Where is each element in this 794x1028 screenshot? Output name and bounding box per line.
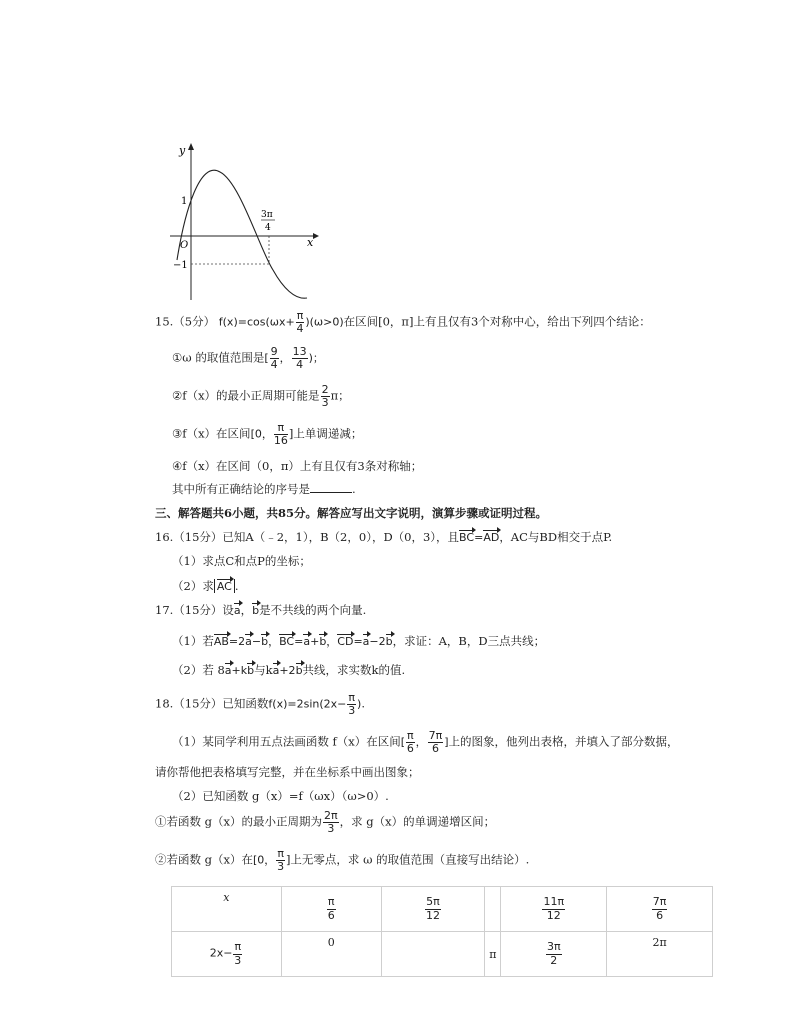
graph-neg-one-label: −1 [173, 260, 188, 271]
q18-subpart-2: ②若函数 g（x）在[0， $\frac{\pi}{3}$ ]上无零点，求 ω 的取值范围（直接写出结论）. [155, 847, 530, 874]
q18-stem: 18.（15分）已知函数f(x)=2sin(2x− $\frac{\pi}{3}$ ). [155, 691, 365, 718]
q17-stem: 17.（15分）设a，b是不共线的两个向量. [155, 603, 367, 617]
table-cell[interactable]: $\frac{5\pi}{12}$ [381, 887, 485, 932]
q18-part-1: （1）某同学利用五点法画函数 f（x）在区间[ $\frac{\pi}{6}$ ， $\frac{7\pi}{6}$ ]上的图象，他列出表格，并填入了部分数据， [172, 729, 679, 756]
cosine-graph [165, 140, 325, 302]
graph-tick-num: 3π [261, 210, 273, 220]
cosine-curve [177, 170, 307, 298]
q16-part-1: （1）求点C和点P的坐标； [172, 554, 311, 568]
table-cell-phase-head: 2x− $\frac{\pi}{3}$ [172, 932, 282, 977]
graph-origin-label: O [180, 240, 189, 251]
graph-y-label: y [179, 144, 186, 157]
graph-one-label: 1 [181, 196, 188, 207]
graph-tick-den: 4 [265, 223, 271, 233]
table-cell-x-head: x [172, 887, 282, 932]
q15-text: 在区间[0，π]上有且仅有3个对称中心，给出下列四个结论： [343, 314, 651, 329]
q15-conclusion-2: ②f（x）的最小正周期可能是 $\frac{2}{3}$ π； [172, 383, 350, 410]
q15-stem [155, 310, 651, 335]
answer-blank[interactable] [310, 492, 352, 493]
table-row [172, 887, 713, 932]
q15-conclusion-1: ①ω 的取值范围是[ $\frac{9}{4}$ ， $\frac{13}{4}$ )； [172, 345, 324, 372]
section-3-heading: 三、解答题共6小题，共85分。解答应写出文字说明，演算步骤或证明过程。 [155, 506, 548, 520]
graph-x-label: x [307, 236, 314, 249]
q15-cond: )(ω>0) [305, 315, 344, 329]
table-cell[interactable] [485, 887, 501, 932]
table-cell[interactable]: π [485, 932, 501, 977]
table-row [172, 932, 713, 977]
y-axis-arrow [188, 143, 194, 150]
q15-conclusion-3: ③f（x）在区间[0， $\frac{\pi}{16}$ ]上单调递减； [172, 421, 363, 448]
q16-part-2: （2）求 AC . [172, 579, 239, 593]
q18-subpart-1: ①若函数 g（x）的最小正周期为 $\frac{2\pi}{3}$ ，求 g（x）的单调递增区间； [155, 809, 496, 836]
five-point-table [171, 886, 713, 977]
x-axis-arrow [313, 233, 319, 239]
table-cell[interactable]: 0 [281, 932, 381, 977]
q15-func: f(x)=cos(ωx+ [218, 315, 295, 329]
q18-part-2: （2）已知函数 g（x）=f（ωx）（ω>0）. [172, 789, 389, 803]
table-cell[interactable]: 2π [607, 932, 713, 977]
table-cell[interactable]: $\frac{7\pi}{6}$ [607, 887, 713, 932]
q16-stem: 16.（15分）已知A（﹣2，1），B（2，0），D（0，3），且BC=AD，AC与BD相交于点P. [155, 530, 613, 544]
table-cell[interactable] [381, 932, 485, 977]
table-cell[interactable]: $\frac{\pi}{6}$ [281, 887, 381, 932]
q15-number: 15.（5分） [155, 314, 216, 329]
q18-part-1-line2: 请你帮他把表格填写完整，并在坐标系中画出图象； [155, 765, 420, 779]
q17-part-2: （2）若 8a+kb与ka+2b共线，求实数k的值. [172, 663, 406, 677]
q15-frac: $\frac{\pi}{4}$ [296, 309, 304, 336]
q15-ask: 其中所有正确结论的序号是 . [172, 482, 356, 496]
q15-conclusion-4: ④f（x）在区间（0，π）上有且仅有3条对称轴； [172, 459, 423, 473]
q17-part-1: （1）若AB=2a−b，BC=a+b，CD=a−2b，求证：A，B，D三点共线； [172, 634, 546, 648]
table-cell[interactable]: $\frac{11\pi}{12}$ [501, 887, 607, 932]
table-cell[interactable]: $\frac{3\pi}{2}$ [501, 932, 607, 977]
